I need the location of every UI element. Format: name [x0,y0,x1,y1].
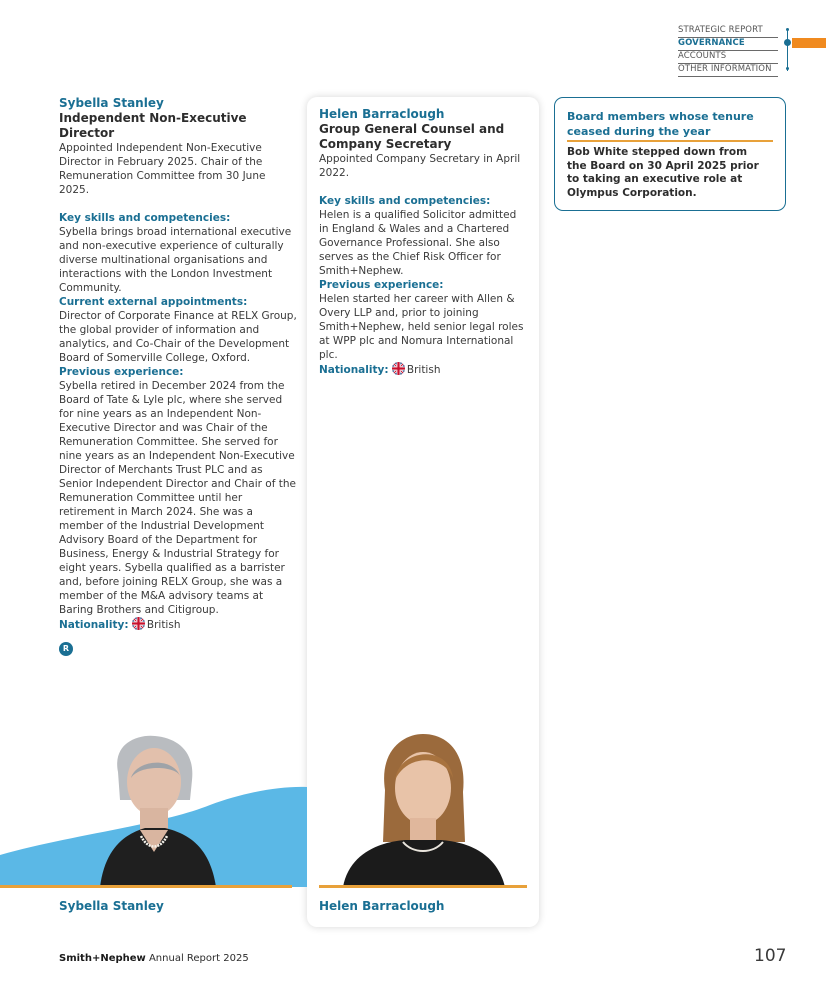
photo-baseline [319,885,527,888]
ceased-members-text: Bob White stepped down from the Board on 30 April 2025 prior to taking an executive role at Olympus Corporation. [567,146,759,199]
ceased-members-title: Board members whose tenure ceased during the year [567,110,754,138]
skills-text: Sybella brings broad international executive and non-executive experience of culturally diverse multinational organisations and interactions with the London Investment Community. [59,226,292,294]
nationality-value: British [406,364,441,376]
skills-heading: Key skills and competencies: [319,195,491,207]
external-appointments-text: Director of Corporate Finance at RELX Group, the global provider of information and analytics, and Co-Chair of the Development Board of Somerville College, Oxford. [59,310,297,364]
footer-report-title: Annual Report 2025 [148,953,249,964]
previous-experience-text: Helen started her career with Allen & Overy LLP and, prior to joining Smith+Nephew, held senior legal roles at WPP plc and Nomura International plc. [319,293,524,361]
section-nav [678,25,778,77]
nav-other-information[interactable]: OTHER INFORMATION [678,64,778,77]
profile-name: Helen Barraclough [319,107,445,121]
photo-baseline [0,885,292,888]
previous-experience-heading: Previous experience: [59,366,184,378]
nationality-label: Nationality: [319,364,389,376]
profile-role: Independent Non-Executive Director [59,111,247,140]
footer [59,953,249,964]
ceased-divider [567,140,773,142]
nav-accounts[interactable]: ACCOUNTS [678,51,778,64]
nav-active-dot [784,39,791,46]
footer-brand: Smith+Nephew [59,953,146,964]
nav-dot [786,67,789,70]
external-appointments-heading: Current external appointments: [59,296,248,308]
profile-appointment: Appointed Company Secretary in April 2022. [319,153,521,179]
page-number: 107 [754,946,787,966]
remuneration-committee-badge: R [59,642,73,656]
nationality-row [319,362,524,377]
skills-heading: Key skills and competencies: [59,212,231,224]
nationality-value: British [146,619,181,631]
uk-flag-icon [132,617,145,630]
nav-active-tab-bar [792,38,826,48]
profile-helen-barraclough [319,107,524,377]
nationality-row [59,617,297,632]
profile-role: Group General Counsel and Company Secretary [319,122,505,151]
nationality-label: Nationality: [59,619,129,631]
portrait-helen-barraclough [319,730,527,887]
photo-caption-helen: Helen Barraclough [319,899,445,913]
profile-sybella-stanley [59,96,297,632]
previous-experience-text: Sybella retired in December 2024 from the Board of Tate & Lyle plc, where she served for nine years as an Independent Non-Executive Director and was Chair of the Remuneration Committee. She served for nine years as an Independent Non-Executive Director of Merchants Trust PLC and as Senior Independent Director and Chair of the Remuneration Committee until her retirement in March 2024. She was a member of the Industrial Development Advisory Board of the Department for Business, Energy & Industrial Strategy for eight years. Sybella qualified as a barrister and, before joining RELX Group, she was a member of the M&A advisory teams at Baring Brothers and Citigroup. [59,380,296,616]
portrait-sybella-stanley [0,730,307,887]
uk-flag-icon [392,362,405,375]
nav-governance[interactable]: GOVERNANCE [678,38,778,51]
nav-strategic-report[interactable]: STRATEGIC REPORT [678,25,778,38]
skills-text: Helen is a qualified Solicitor admitted in England & Wales and a Chartered Governance Professional. She also serves as the Chief Risk Officer for Smith+Nephew. [319,209,517,277]
nav-dot [786,28,789,31]
previous-experience-heading: Previous experience: [319,279,444,291]
nav-indicator-line [787,29,788,71]
profile-appointment: Appointed Independent Non-Executive Director in February 2025. Chair of the Remuneration Committee from 30 June 2025. [59,142,266,196]
profile-name: Sybella Stanley [59,96,164,110]
photo-caption-sybella: Sybella Stanley [59,899,164,913]
